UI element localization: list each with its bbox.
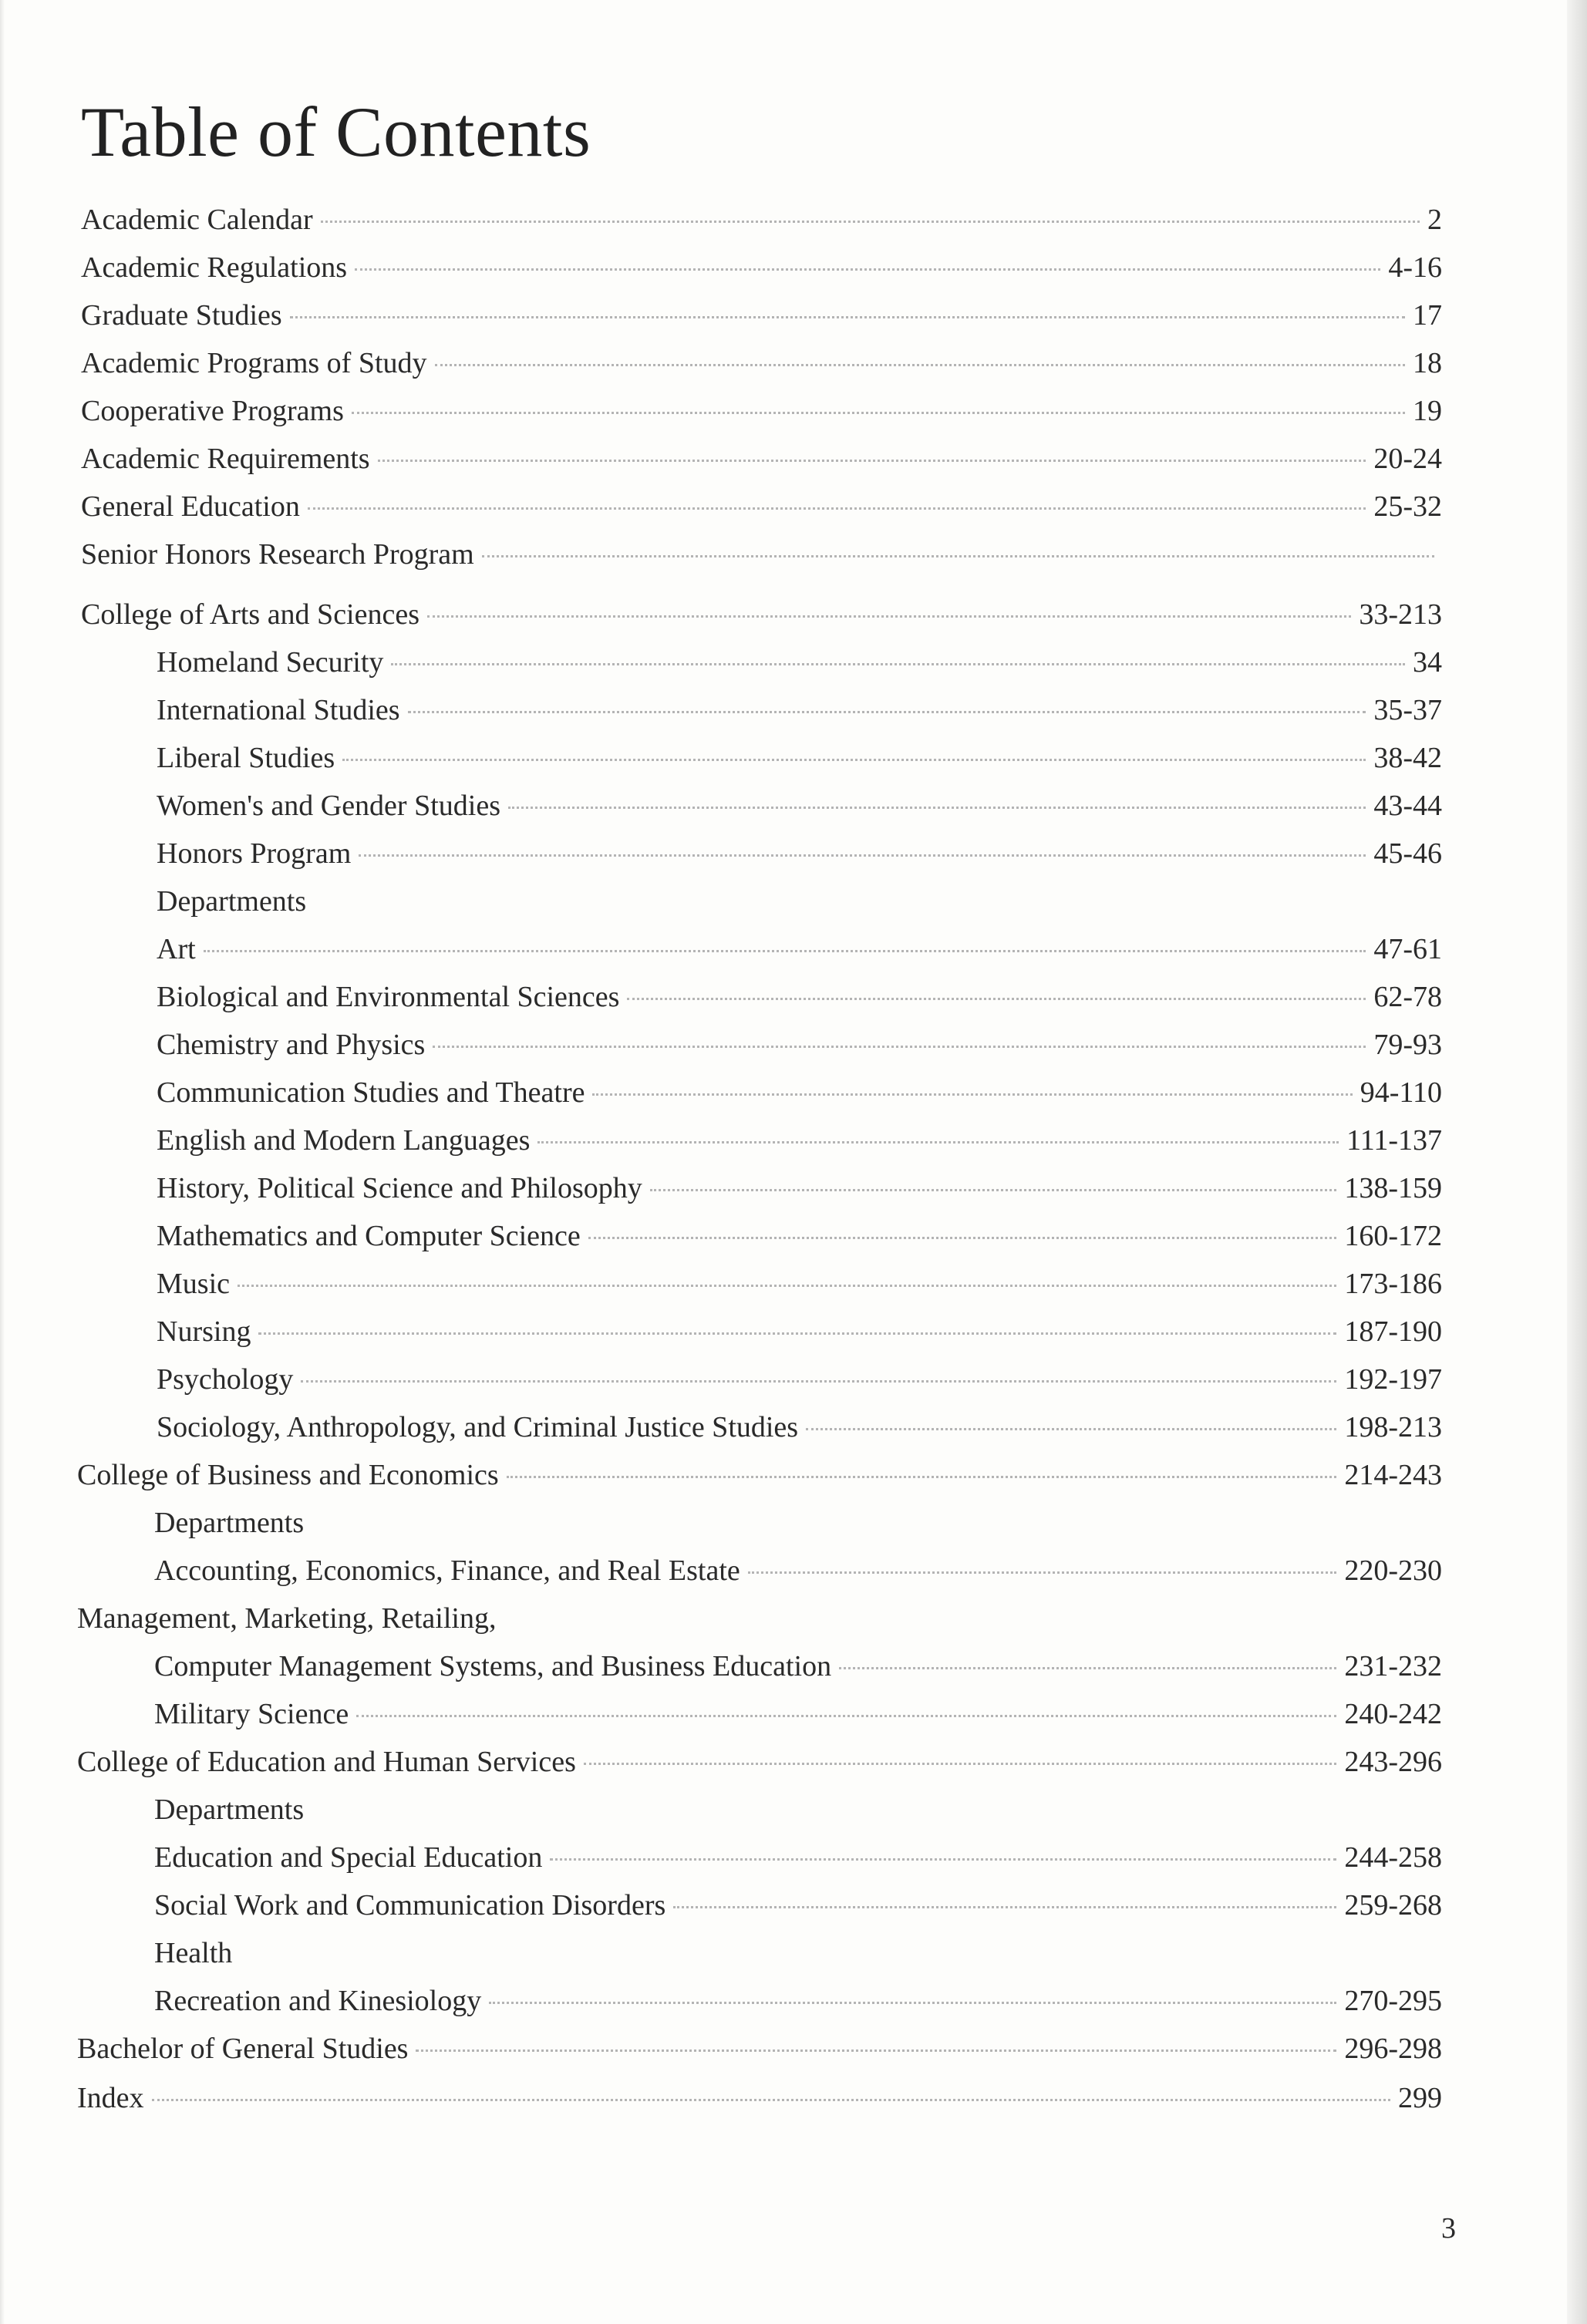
page-number: 3 <box>1441 2212 1456 2245</box>
dot-leader <box>489 2002 1336 2004</box>
dot-leader <box>391 663 1405 665</box>
dot-leader <box>584 1763 1336 1765</box>
toc-entry-pages: 243-296 <box>1344 1746 1442 1778</box>
toc-entry <box>157 1312 1442 1351</box>
toc-entry-label: Mathematics and Computer Science <box>157 1220 581 1252</box>
toc-entry-label: International Studies <box>157 694 400 726</box>
toc-entry-pages: 173-186 <box>1344 1268 1442 1300</box>
toc-entry <box>157 1169 1442 1207</box>
toc-entry <box>157 1073 1442 1112</box>
dot-leader <box>673 1906 1336 1908</box>
dot-leader <box>152 2099 1390 2101</box>
toc-entry <box>81 535 1442 574</box>
toc-entry <box>154 1695 1442 1733</box>
toc-entry-label: Psychology <box>157 1363 294 1396</box>
toc-entry <box>157 1121 1442 1160</box>
toc-entry <box>154 1838 1442 1877</box>
dot-leader <box>308 507 1366 510</box>
page-title: Table of Contents <box>81 93 591 171</box>
toc-entry-pages: 4-16 <box>1388 251 1442 284</box>
toc-entry-label: Academic Requirements <box>81 443 370 475</box>
toc-entry-pages: 192-197 <box>1344 1363 1442 1396</box>
toc-entry <box>154 1551 1442 1590</box>
dot-leader <box>592 1093 1352 1096</box>
toc-entry <box>81 392 1442 430</box>
dot-leader <box>378 460 1366 462</box>
dot-leader <box>204 950 1366 952</box>
toc-entry-pages: 214-243 <box>1344 1459 1442 1491</box>
page-right-edge <box>1567 0 1587 2324</box>
toc-entry-pages: 34 <box>1413 646 1442 679</box>
toc-entry <box>81 344 1442 382</box>
toc-entry-pages: 35-37 <box>1373 694 1442 726</box>
dot-leader <box>342 759 1366 761</box>
toc-entry-label: Art <box>157 933 196 965</box>
toc-entry <box>157 691 1442 729</box>
toc-entry-pages: 94-110 <box>1360 1076 1442 1109</box>
toc-entry <box>81 248 1442 287</box>
toc-entry <box>157 1360 1442 1399</box>
toc-entry <box>154 1504 1442 1542</box>
toc-entry-label: Computer Management Systems, and Business Education <box>154 1650 832 1682</box>
toc-entry-label: Departments <box>154 1794 305 1826</box>
toc-entry <box>77 1743 1442 1781</box>
toc-entry <box>157 882 1442 921</box>
dot-leader <box>258 1332 1336 1335</box>
toc-entry-pages: 2 <box>1427 204 1442 236</box>
dot-leader <box>359 854 1366 857</box>
toc-entry <box>157 1217 1442 1255</box>
toc-entry-label: Military Science <box>154 1698 349 1730</box>
toc-entry-label: English and Modern Languages <box>157 1124 531 1157</box>
dot-leader <box>507 1476 1337 1478</box>
toc-entry <box>81 296 1442 335</box>
toc-entry <box>81 200 1442 239</box>
toc-entry <box>157 978 1442 1016</box>
toc-entry-pages: 18 <box>1413 347 1442 379</box>
toc-entry <box>154 1886 1442 1925</box>
toc-entry-label: College of Business and Economics <box>77 1459 499 1491</box>
toc-entry-pages: 270-295 <box>1344 1985 1442 2017</box>
toc-entry <box>157 643 1442 682</box>
toc-entry-pages: 296-298 <box>1344 2033 1442 2065</box>
toc-entry <box>77 1599 1442 1638</box>
toc-entry-pages: 244-258 <box>1344 1841 1442 1874</box>
dot-leader <box>508 807 1366 809</box>
toc-entry-label: Education and Special Education <box>154 1841 543 1874</box>
dot-leader <box>238 1285 1336 1287</box>
toc-entry-label: Departments <box>157 885 307 918</box>
toc-entry-label: Accounting, Economics, Finance, and Real Estate <box>154 1554 740 1587</box>
toc-entry-label: Social Work and Communication Disorders <box>154 1889 666 1922</box>
dot-leader <box>482 555 1434 557</box>
toc-entry-label: Liberal Studies <box>157 742 335 774</box>
toc-entry-pages: 25-32 <box>1373 490 1442 523</box>
toc-entry <box>157 1026 1442 1064</box>
toc-entry-label: Departments <box>154 1507 305 1539</box>
toc-entry <box>154 1790 1442 1829</box>
dot-leader <box>588 1237 1337 1239</box>
toc-entry-pages: 33-213 <box>1359 598 1442 631</box>
toc-entry <box>157 930 1442 968</box>
dot-leader <box>416 2049 1336 2052</box>
dot-leader <box>537 1141 1339 1143</box>
dot-leader <box>321 221 1420 223</box>
toc-entry-label: Management, Marketing, Retailing, <box>77 1602 497 1635</box>
toc-entry <box>157 1408 1442 1447</box>
toc-entry-pages: 43-44 <box>1373 790 1442 822</box>
toc-entry-label: Homeland Security <box>157 646 384 679</box>
toc-entry-label: Health <box>154 1937 233 1969</box>
toc-entry <box>154 1934 1442 1972</box>
toc-entry-label: Recreation and Kinesiology <box>154 1985 482 2017</box>
toc-entry-label: Music <box>157 1268 230 1300</box>
toc-entry-pages: 259-268 <box>1344 1889 1442 1922</box>
toc-entry <box>157 1265 1442 1303</box>
toc-entry-label: Academic Calendar <box>81 204 313 236</box>
dot-leader <box>408 711 1366 713</box>
toc-entry-label: Bachelor of General Studies <box>77 2033 409 2065</box>
dot-leader <box>427 615 1351 618</box>
toc-entry-label: Academic Programs of Study <box>81 347 427 379</box>
toc-entry-label: Women's and Gender Studies <box>157 790 500 822</box>
toc-entry <box>154 1647 1442 1686</box>
toc-entry-pages: 160-172 <box>1344 1220 1442 1252</box>
toc-entry-label: Nursing <box>157 1315 251 1348</box>
toc-entry-pages: 19 <box>1413 395 1442 427</box>
toc-entry-label: Graduate Studies <box>81 299 282 332</box>
toc-entry-label: Biological and Environmental Sciences <box>157 981 620 1013</box>
toc-entry-label: Senior Honors Research Program <box>81 538 474 571</box>
dot-leader <box>290 316 1405 318</box>
toc-entry <box>157 786 1442 825</box>
toc-entry <box>157 834 1442 873</box>
toc-entry-pages: 111-137 <box>1346 1124 1442 1157</box>
toc-entry-label: General Education <box>81 490 300 523</box>
toc-entry <box>77 2079 1442 2117</box>
toc-entry-label: Sociology, Anthropology, and Criminal Justice Studies <box>157 1411 799 1443</box>
toc-entry <box>157 739 1442 777</box>
dot-leader <box>356 1715 1336 1717</box>
dot-leader <box>433 1046 1366 1048</box>
dot-leader <box>435 364 1405 366</box>
toc-entry-pages: 38-42 <box>1373 742 1442 774</box>
toc-entry-label: Academic Regulations <box>81 251 348 284</box>
dot-leader <box>301 1380 1336 1383</box>
dot-leader <box>839 1667 1336 1669</box>
dot-leader <box>748 1571 1337 1574</box>
toc-entry-pages: 47-61 <box>1373 933 1442 965</box>
dot-leader <box>806 1428 1336 1430</box>
toc-entry-pages: 299 <box>1398 2082 1442 2114</box>
toc-entry <box>81 595 1442 634</box>
toc-entry <box>154 1982 1442 2020</box>
toc-entry-pages: 198-213 <box>1344 1411 1442 1443</box>
toc-entry-pages: 187-190 <box>1344 1315 1442 1348</box>
toc-entry <box>81 440 1442 478</box>
toc-entry-label: Honors Program <box>157 837 352 870</box>
toc-entry-pages: 45-46 <box>1373 837 1442 870</box>
dot-leader <box>355 268 1380 271</box>
toc-entry-label: College of Education and Human Services <box>77 1746 576 1778</box>
toc-entry-label: Communication Studies and Theatre <box>157 1076 585 1109</box>
toc-entry-label: Cooperative Programs <box>81 395 344 427</box>
toc-entry <box>77 2029 1442 2068</box>
toc-entry-pages: 17 <box>1413 299 1442 332</box>
toc-entry-pages: 138-159 <box>1344 1172 1442 1204</box>
dot-leader <box>352 412 1405 414</box>
toc-entry <box>77 1456 1442 1494</box>
dot-leader <box>627 998 1366 1000</box>
toc-entry <box>81 487 1442 526</box>
dot-leader <box>550 1858 1336 1861</box>
page-left-shadow <box>0 0 5 2324</box>
toc-entry-label: College of Arts and Sciences <box>81 598 420 631</box>
dot-leader <box>650 1189 1337 1191</box>
toc-entry-label: Chemistry and Physics <box>157 1029 426 1061</box>
toc-entry-pages: 62-78 <box>1373 981 1442 1013</box>
toc-entry-pages: 220-230 <box>1344 1554 1442 1587</box>
toc-entry-pages: 240-242 <box>1344 1698 1442 1730</box>
toc-entry-pages: 79-93 <box>1373 1029 1442 1061</box>
toc-entry-pages: 231-232 <box>1344 1650 1442 1682</box>
toc-entry-label: History, Political Science and Philosophy <box>157 1172 642 1204</box>
toc-entry-label: Index <box>77 2082 144 2114</box>
toc-entry-pages: 20-24 <box>1373 443 1442 475</box>
